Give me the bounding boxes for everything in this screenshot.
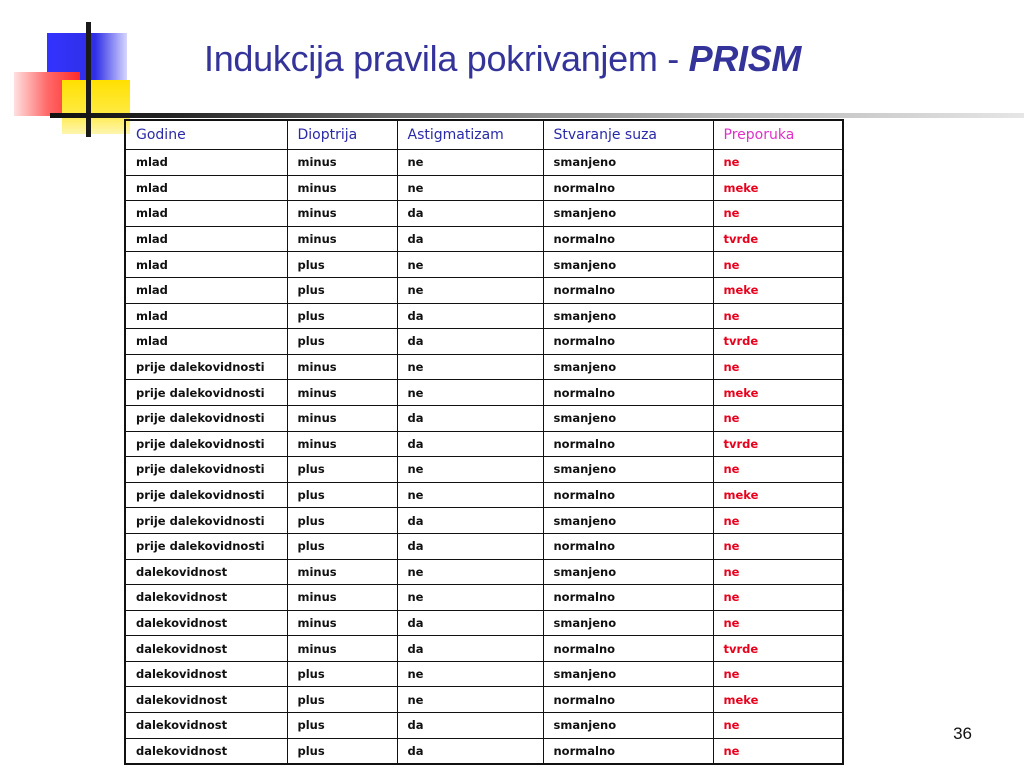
godine-cell: prije dalekovidnosti	[125, 354, 287, 380]
table-row	[125, 329, 843, 355]
stvaranje-suza-cell: smanjeno	[543, 252, 713, 278]
table-row	[125, 713, 843, 739]
astigmatizam-cell: da	[397, 405, 543, 431]
dioptrija-cell: plus	[287, 303, 397, 329]
astigmatizam-cell: da	[397, 329, 543, 355]
slide-title	[204, 38, 801, 80]
preporuka-cell: ne	[713, 610, 843, 636]
dioptrija-cell: minus	[287, 610, 397, 636]
astigmatizam-cell: ne	[397, 252, 543, 278]
table-row	[125, 457, 843, 483]
godine-cell: mlad	[125, 175, 287, 201]
dioptrija-cell: plus	[287, 738, 397, 764]
stvaranje-suza-cell: normalno	[543, 585, 713, 611]
godine-cell: dalekovidnost	[125, 559, 287, 585]
table-row	[125, 636, 843, 662]
stvaranje-suza-cell: smanjeno	[543, 457, 713, 483]
astigmatizam-cell: ne	[397, 277, 543, 303]
dioptrija-cell: minus	[287, 150, 397, 176]
astigmatizam-cell: ne	[397, 150, 543, 176]
astigmatizam-cell: ne	[397, 354, 543, 380]
data-table-container	[124, 119, 844, 765]
stvaranje-suza-cell: normalno	[543, 636, 713, 662]
preporuka-cell: ne	[713, 533, 843, 559]
title-underline-divider	[50, 113, 1024, 118]
stvaranje-suza-cell: smanjeno	[543, 610, 713, 636]
column-header-godine: Godine	[125, 120, 287, 150]
column-header-preporuka: Preporuka	[713, 120, 843, 150]
godine-cell: mlad	[125, 277, 287, 303]
table-row	[125, 508, 843, 534]
godine-cell: mlad	[125, 150, 287, 176]
astigmatizam-cell: ne	[397, 457, 543, 483]
dioptrija-cell: plus	[287, 482, 397, 508]
preporuka-cell: ne	[713, 252, 843, 278]
astigmatizam-cell: ne	[397, 175, 543, 201]
stvaranje-suza-cell: normalno	[543, 380, 713, 406]
dioptrija-cell: minus	[287, 431, 397, 457]
godine-cell: dalekovidnost	[125, 738, 287, 764]
stvaranje-suza-cell: normalno	[543, 329, 713, 355]
stvaranje-suza-cell: normalno	[543, 482, 713, 508]
dioptrija-cell: plus	[287, 713, 397, 739]
astigmatizam-cell: ne	[397, 559, 543, 585]
stvaranje-suza-cell: smanjeno	[543, 508, 713, 534]
preporuka-cell: tvrde	[713, 226, 843, 252]
table-header-row	[125, 120, 843, 150]
godine-cell: prije dalekovidnosti	[125, 405, 287, 431]
stvaranje-suza-cell: smanjeno	[543, 303, 713, 329]
godine-cell: mlad	[125, 226, 287, 252]
dioptrija-cell: plus	[287, 661, 397, 687]
godine-cell: mlad	[125, 303, 287, 329]
stvaranje-suza-cell: normalno	[543, 175, 713, 201]
godine-cell: dalekovidnost	[125, 610, 287, 636]
preporuka-cell: ne	[713, 303, 843, 329]
astigmatizam-cell: da	[397, 636, 543, 662]
dioptrija-cell: minus	[287, 559, 397, 585]
stvaranje-suza-cell: smanjeno	[543, 405, 713, 431]
preporuka-cell: meke	[713, 482, 843, 508]
preporuka-cell: meke	[713, 380, 843, 406]
preporuka-cell: ne	[713, 201, 843, 227]
stvaranje-suza-cell: normalno	[543, 226, 713, 252]
dioptrija-cell: minus	[287, 636, 397, 662]
astigmatizam-cell: da	[397, 610, 543, 636]
table-row	[125, 661, 843, 687]
table-row	[125, 175, 843, 201]
godine-cell: dalekovidnost	[125, 687, 287, 713]
preporuka-cell: tvrde	[713, 329, 843, 355]
column-header-dioptrija: Dioptrija	[287, 120, 397, 150]
dioptrija-cell: plus	[287, 508, 397, 534]
table-row	[125, 201, 843, 227]
dioptrija-cell: minus	[287, 175, 397, 201]
preporuka-cell: ne	[713, 405, 843, 431]
astigmatizam-cell: ne	[397, 482, 543, 508]
table-row	[125, 687, 843, 713]
table-row	[125, 482, 843, 508]
astigmatizam-cell: da	[397, 738, 543, 764]
table-row	[125, 380, 843, 406]
table-row	[125, 405, 843, 431]
preporuka-cell: ne	[713, 508, 843, 534]
preporuka-cell: ne	[713, 585, 843, 611]
table-row	[125, 354, 843, 380]
astigmatizam-cell: ne	[397, 380, 543, 406]
table-row	[125, 303, 843, 329]
preporuka-cell: tvrde	[713, 636, 843, 662]
dioptrija-cell: plus	[287, 329, 397, 355]
table-row	[125, 610, 843, 636]
dioptrija-cell: minus	[287, 380, 397, 406]
stvaranje-suza-cell: smanjeno	[543, 559, 713, 585]
dioptrija-cell: minus	[287, 226, 397, 252]
astigmatizam-cell: da	[397, 508, 543, 534]
godine-cell: dalekovidnost	[125, 661, 287, 687]
dioptrija-cell: minus	[287, 405, 397, 431]
dioptrija-cell: plus	[287, 252, 397, 278]
dioptrija-cell: plus	[287, 277, 397, 303]
astigmatizam-cell: da	[397, 431, 543, 457]
vertical-line-decoration	[86, 22, 91, 137]
stvaranje-suza-cell: normalno	[543, 687, 713, 713]
dioptrija-cell: minus	[287, 354, 397, 380]
table-row	[125, 431, 843, 457]
preporuka-cell: meke	[713, 277, 843, 303]
preporuka-cell: ne	[713, 354, 843, 380]
table-row	[125, 585, 843, 611]
table-body	[125, 150, 843, 765]
godine-cell: prije dalekovidnosti	[125, 457, 287, 483]
stvaranje-suza-cell: smanjeno	[543, 661, 713, 687]
preporuka-cell: ne	[713, 150, 843, 176]
godine-cell: mlad	[125, 201, 287, 227]
dioptrija-cell: minus	[287, 585, 397, 611]
table-row	[125, 252, 843, 278]
stvaranje-suza-cell: normalno	[543, 277, 713, 303]
astigmatizam-cell: da	[397, 713, 543, 739]
page-number: 36	[953, 724, 972, 743]
astigmatizam-cell: ne	[397, 687, 543, 713]
slide-title-accent: PRISM	[688, 38, 802, 79]
table-row	[125, 533, 843, 559]
dioptrija-cell: plus	[287, 687, 397, 713]
table-row	[125, 277, 843, 303]
godine-cell: dalekovidnost	[125, 713, 287, 739]
astigmatizam-cell: ne	[397, 585, 543, 611]
godine-cell: dalekovidnost	[125, 585, 287, 611]
godine-cell: prije dalekovidnosti	[125, 431, 287, 457]
column-header-astigmatizam: Astigmatizam	[397, 120, 543, 150]
stvaranje-suza-cell: smanjeno	[543, 354, 713, 380]
stvaranje-suza-cell: smanjeno	[543, 713, 713, 739]
preporuka-cell: ne	[713, 559, 843, 585]
astigmatizam-cell: da	[397, 226, 543, 252]
preporuka-cell: ne	[713, 661, 843, 687]
astigmatizam-cell: da	[397, 533, 543, 559]
godine-cell: dalekovidnost	[125, 636, 287, 662]
godine-cell: prije dalekovidnosti	[125, 533, 287, 559]
godine-cell: prije dalekovidnosti	[125, 482, 287, 508]
preporuka-cell: ne	[713, 457, 843, 483]
table-row	[125, 559, 843, 585]
table-row	[125, 226, 843, 252]
stvaranje-suza-cell: normalno	[543, 533, 713, 559]
stvaranje-suza-cell: normalno	[543, 431, 713, 457]
godine-cell: mlad	[125, 329, 287, 355]
stvaranje-suza-cell: smanjeno	[543, 201, 713, 227]
preporuka-cell: ne	[713, 738, 843, 764]
godine-cell: prije dalekovidnosti	[125, 508, 287, 534]
column-header-stvaranje-suza: Stvaranje suza	[543, 120, 713, 150]
table-row	[125, 738, 843, 764]
preporuka-cell: meke	[713, 175, 843, 201]
preporuka-cell: tvrde	[713, 431, 843, 457]
stvaranje-suza-cell: normalno	[543, 738, 713, 764]
preporuka-cell: meke	[713, 687, 843, 713]
stvaranje-suza-cell: smanjeno	[543, 150, 713, 176]
astigmatizam-cell: da	[397, 303, 543, 329]
astigmatizam-cell: ne	[397, 661, 543, 687]
data-table	[124, 119, 844, 765]
godine-cell: prije dalekovidnosti	[125, 380, 287, 406]
dioptrija-cell: plus	[287, 457, 397, 483]
godine-cell: mlad	[125, 252, 287, 278]
table-row	[125, 150, 843, 176]
yellow-square-decoration	[62, 80, 130, 134]
dioptrija-cell: minus	[287, 201, 397, 227]
preporuka-cell: ne	[713, 713, 843, 739]
astigmatizam-cell: da	[397, 201, 543, 227]
dioptrija-cell: plus	[287, 533, 397, 559]
slide-title-text: Indukcija pravila pokrivanjem -	[204, 38, 689, 79]
